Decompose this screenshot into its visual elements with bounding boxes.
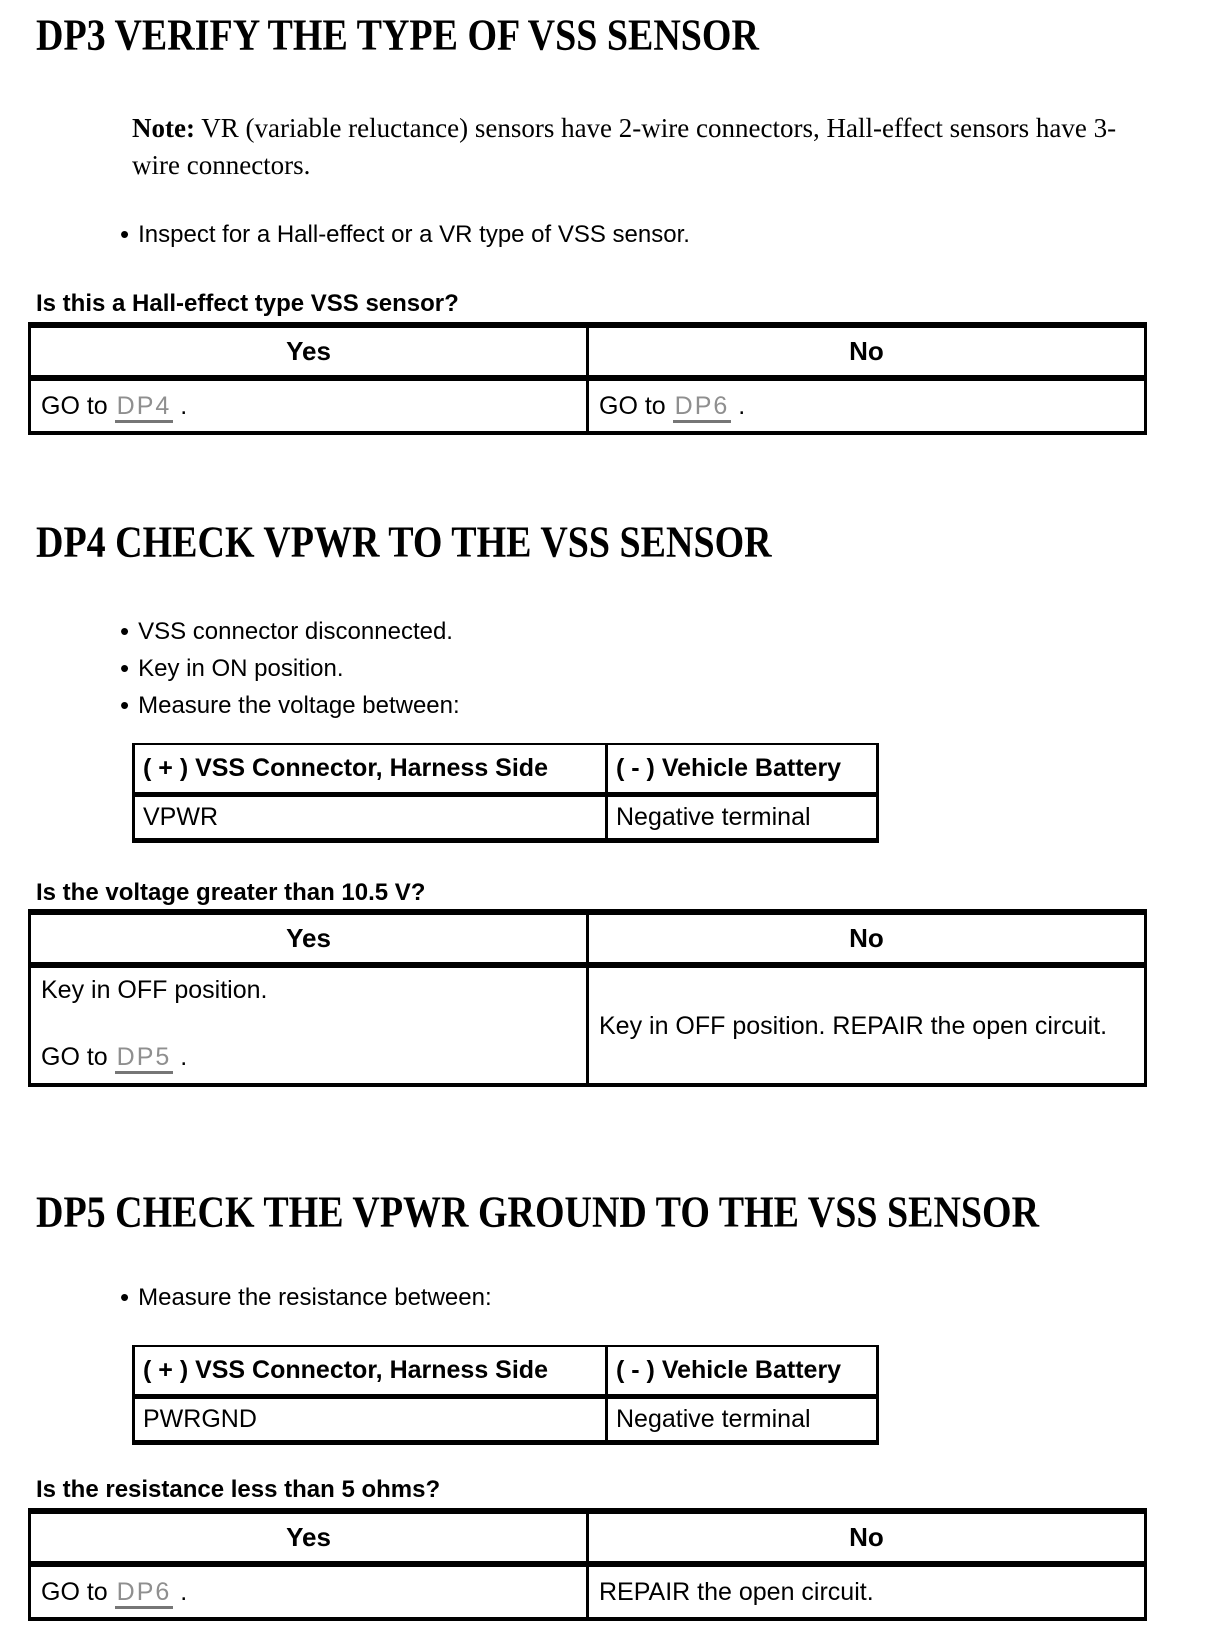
- bullet-text: Measure the voltage between:: [138, 692, 460, 719]
- note-text: VR (variable reluctance) sensors have 2-wire connectors, Hall-effect sensors have 3-wire connectors.: [132, 113, 1117, 180]
- goto-period: .: [731, 391, 746, 420]
- link-dp6[interactable]: DP6: [115, 1578, 174, 1609]
- note-label: Note:: [132, 113, 195, 143]
- table-header-row: [134, 744, 878, 795]
- goto-period: .: [173, 1043, 188, 1071]
- positive-lead-cell: PWRGND: [134, 1397, 607, 1443]
- yes-cell: [30, 378, 588, 433]
- dp4-bullet-list: [0, 613, 1216, 724]
- section-dp3: [0, 10, 1216, 435]
- dp4-heading: DP4 CHECK VPWR TO THE VSS SENSOR: [36, 517, 772, 567]
- negative-lead-header: ( - ) Vehicle Battery: [607, 744, 878, 795]
- no-cell: Key in OFF position. REPAIR the open circuit.: [588, 965, 1146, 1085]
- section-dp5: [0, 1187, 1216, 1621]
- goto-text: GO to: [599, 391, 673, 420]
- goto-text: GO to: [41, 391, 115, 420]
- negative-lead-cell: Negative terminal: [607, 795, 878, 841]
- goto-text: GO to: [41, 1043, 115, 1071]
- no-header-cell: No: [588, 1511, 1146, 1564]
- dp3-question: Is this a Hall-effect type VSS sensor?: [36, 290, 459, 317]
- dp5-measure-table: [132, 1345, 879, 1445]
- table-row: [30, 378, 1146, 433]
- dp3-note: [132, 110, 1117, 184]
- table-header-row: [134, 1346, 878, 1397]
- bullet-text: Measure the resistance between:: [138, 1284, 492, 1311]
- dp5-question: Is the resistance less than 5 ohms?: [36, 1476, 441, 1503]
- positive-lead-cell: VPWR: [134, 795, 607, 841]
- table-header-row: [30, 912, 1146, 965]
- link-dp5[interactable]: DP5: [115, 1043, 174, 1074]
- dp3-decision-table: [28, 322, 1147, 435]
- table-row: [30, 965, 1146, 1085]
- no-header-cell: No: [588, 325, 1146, 378]
- yes-header-cell: Yes: [30, 912, 588, 965]
- link-dp4[interactable]: DP4: [115, 392, 174, 423]
- yes-cell-line2: [41, 1043, 576, 1072]
- table-row: [134, 1397, 878, 1443]
- dp4-question: Is the voltage greater than 10.5 V?: [36, 879, 426, 906]
- dp5-bullet-list: [0, 1279, 1216, 1316]
- no-header-cell: No: [588, 912, 1146, 965]
- negative-lead-header: ( - ) Vehicle Battery: [607, 1346, 878, 1397]
- positive-lead-header: ( + ) VSS Connector, Harness Side: [134, 1346, 607, 1397]
- dp3-bullet-list: [0, 216, 1216, 253]
- bullet-item: [120, 1279, 1216, 1316]
- no-cell: [588, 378, 1146, 433]
- bullet-text: Key in ON position.: [138, 655, 344, 682]
- yes-header-cell: Yes: [30, 1511, 588, 1564]
- yes-header-cell: Yes: [30, 325, 588, 378]
- goto-period: .: [173, 1577, 188, 1606]
- table-header-row: [30, 325, 1146, 378]
- bullet-item: [120, 216, 1216, 253]
- dp4-measure-table: [132, 743, 879, 843]
- no-cell: REPAIR the open circuit.: [588, 1564, 1146, 1619]
- goto-text: GO to: [41, 1577, 115, 1606]
- section-dp4: [0, 517, 1216, 1087]
- yes-cell: [30, 965, 588, 1085]
- bullet-item: [120, 650, 1216, 687]
- dp3-heading: DP3 VERIFY THE TYPE OF VSS SENSOR: [36, 10, 759, 60]
- negative-lead-cell: Negative terminal: [607, 1397, 878, 1443]
- yes-cell-line1: Key in OFF position.: [41, 976, 268, 1004]
- goto-period: .: [173, 391, 188, 420]
- document-page: [0, 10, 1216, 1621]
- dp5-heading: DP5 CHECK THE VPWR GROUND TO THE VSS SENSOR: [36, 1187, 1040, 1237]
- bullet-item: [120, 687, 1216, 724]
- bullet-text: VSS connector disconnected.: [138, 618, 453, 645]
- positive-lead-header: ( + ) VSS Connector, Harness Side: [134, 744, 607, 795]
- table-row: [134, 795, 878, 841]
- table-header-row: [30, 1511, 1146, 1564]
- bullet-item: [120, 613, 1216, 650]
- yes-cell: [30, 1564, 588, 1619]
- dp5-decision-table: [28, 1508, 1147, 1621]
- link-dp6[interactable]: DP6: [673, 392, 732, 423]
- dp4-decision-table: [28, 909, 1147, 1087]
- bullet-text: Inspect for a Hall-effect or a VR type of VSS sensor.: [138, 221, 690, 248]
- table-row: [30, 1564, 1146, 1619]
